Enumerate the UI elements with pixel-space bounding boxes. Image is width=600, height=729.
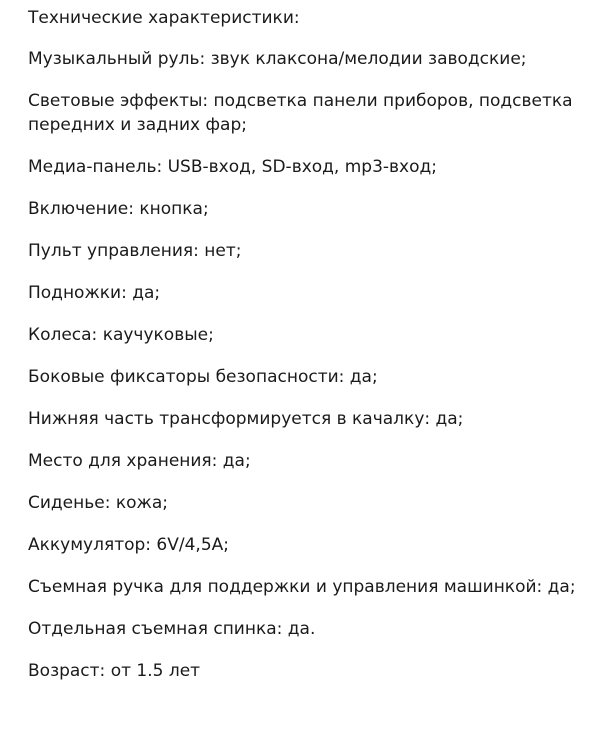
specifications-heading: Технические характеристики: xyxy=(28,8,300,28)
spec-item-rocker-transform: Нижняя часть трансформируется в качалку: да; xyxy=(28,409,464,429)
spec-item-removable-backrest: Отдельная съемная спинка: да. xyxy=(28,619,316,639)
spec-item-side-safety-locks: Боковые фиксаторы безопасности: да; xyxy=(28,367,378,387)
spec-item-wheels: Колеса: каучуковые; xyxy=(28,325,214,345)
spec-item-battery: Аккумулятор: 6V/4,5A; xyxy=(28,535,229,555)
spec-item-power-switch: Включение: кнопка; xyxy=(28,199,209,219)
spec-item-media-panel: Медиа-панель: USB-вход, SD-вход, mp3-вход; xyxy=(28,157,437,177)
spec-item-seat: Сиденье: кожа; xyxy=(28,493,168,513)
spec-item-age: Возраст: от 1.5 лет xyxy=(28,661,201,681)
spec-item-remote-control: Пульт управления: нет; xyxy=(28,241,242,261)
spec-item-music-wheel: Музыкальный руль: звук клаксона/мелодии заводские; xyxy=(28,49,527,69)
spec-item-footrests: Подножки: да; xyxy=(28,283,161,303)
spec-item-light-effects: Световые эффекты: подсветка панели приборов, подсветка передних и задних фар; xyxy=(28,91,573,135)
spec-item-storage: Место для хранения: да; xyxy=(28,451,251,471)
spec-item-removable-handle: Съемная ручка для поддержки и управления машинкой: да; xyxy=(28,577,576,597)
specifications-list xyxy=(28,6,588,701)
